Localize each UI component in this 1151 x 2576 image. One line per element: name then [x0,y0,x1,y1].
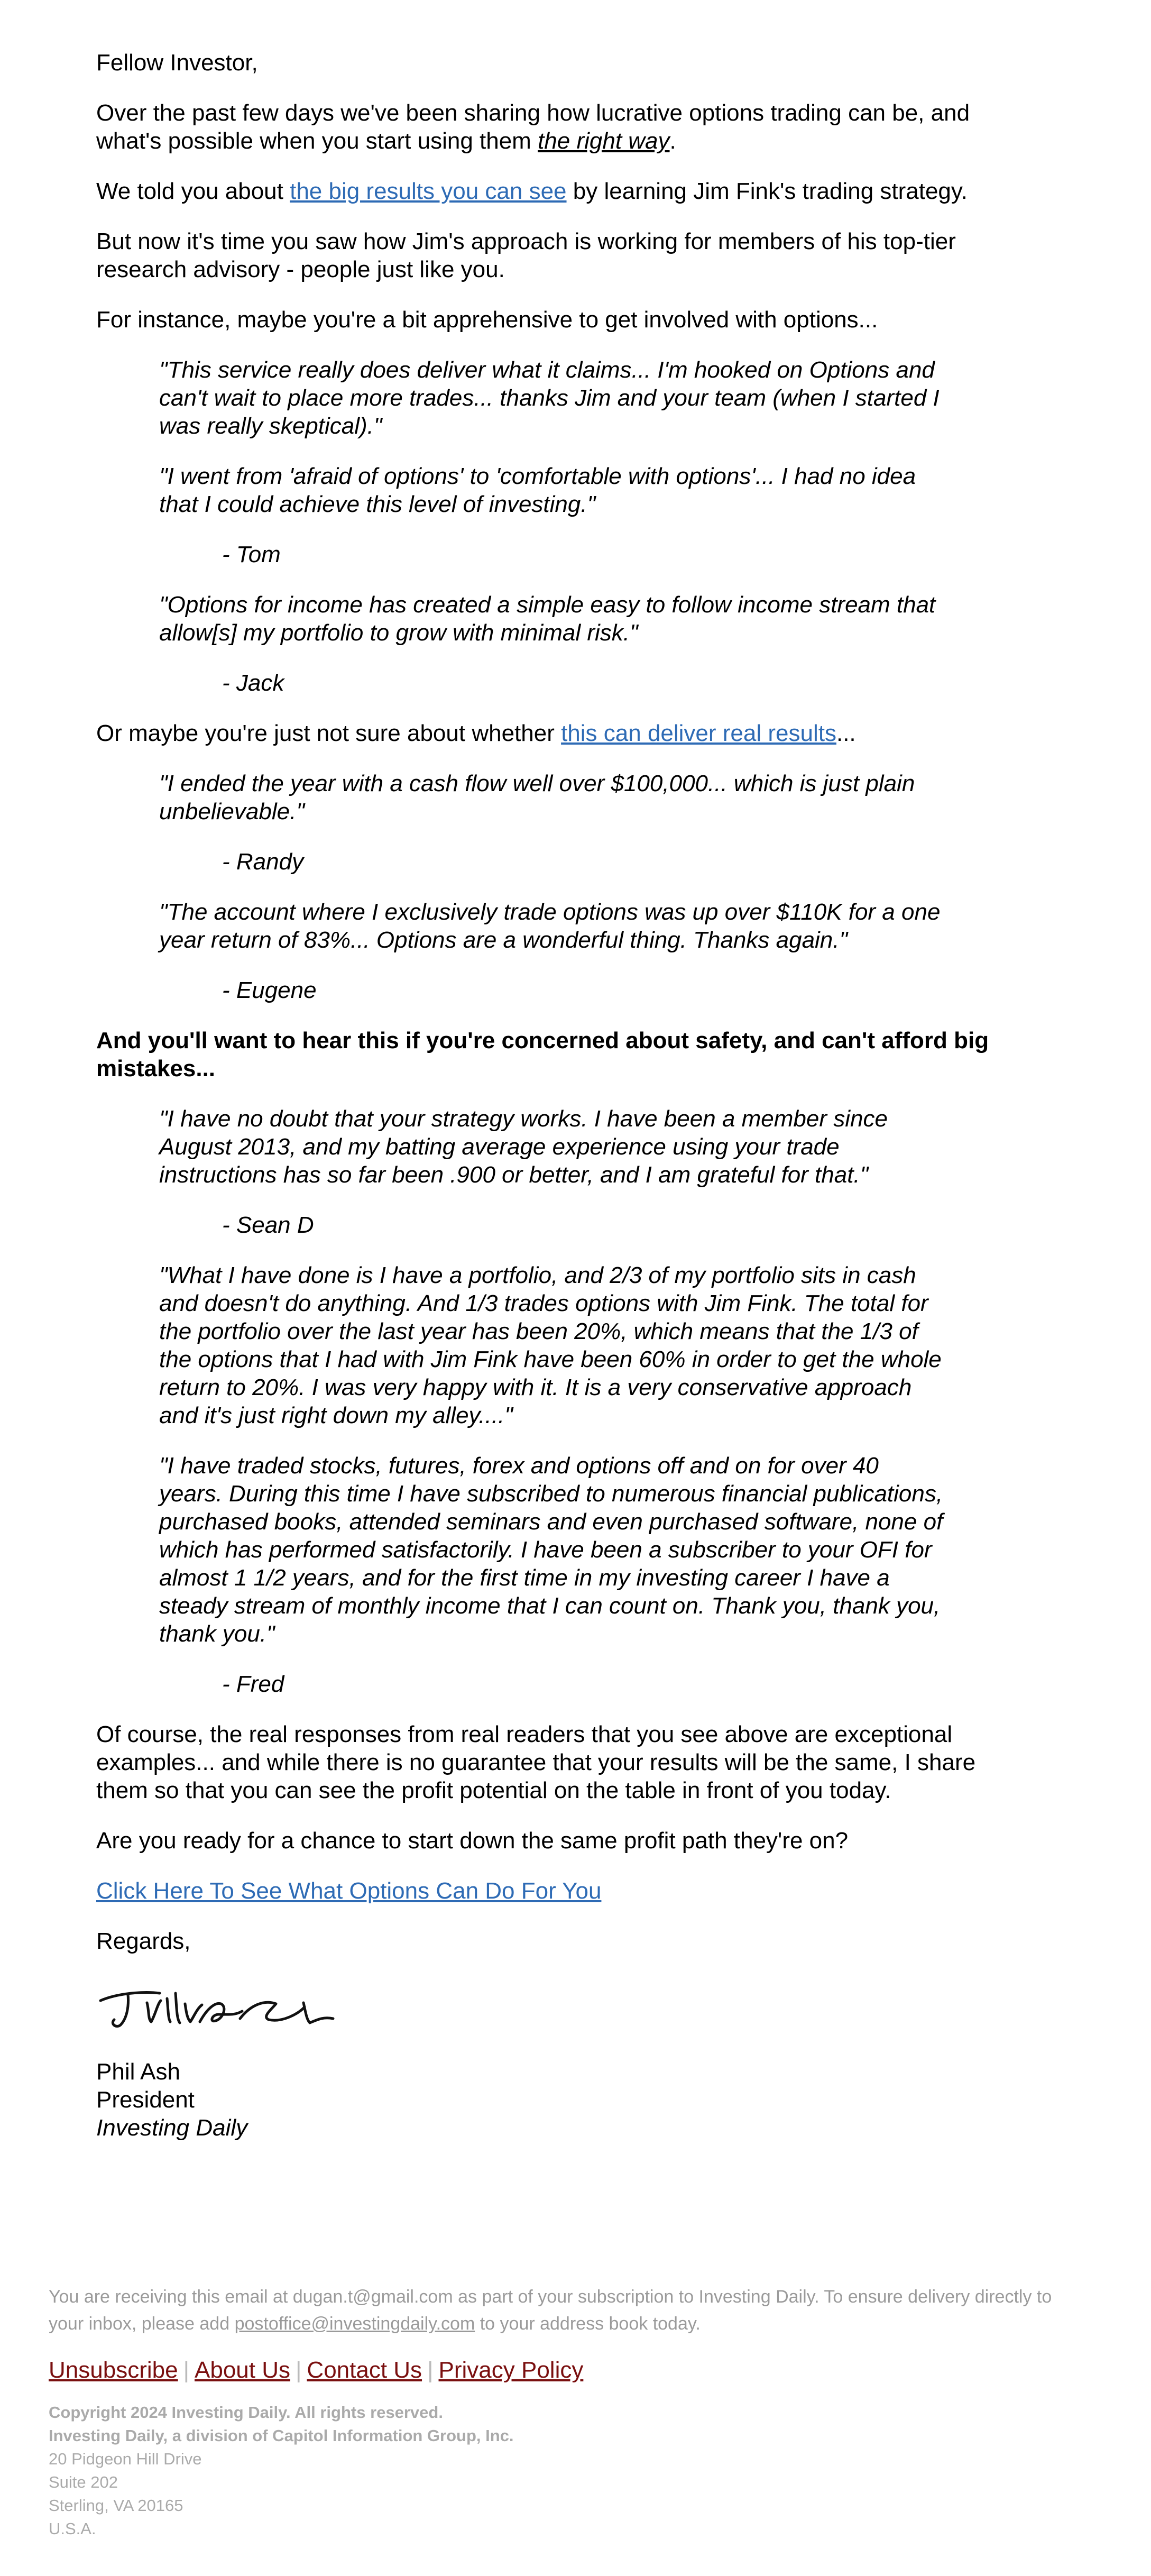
contact-us-link[interactable]: Contact Us [307,2357,422,2383]
signer-company: Investing Daily [96,2115,248,2141]
signer-name: Phil Ash [96,2059,180,2085]
paragraph-text: by learning Jim Fink's trading strategy. [566,178,968,204]
testimonial-quote: "I have traded stocks, futures, forex and options off and on for over 40 years. During this time I have subscribed to numerous financial publications, purchased books, attended seminars and even purchased software, none of which has performed satisfactorily. I have been a subscriber to your OFI for almost 1 1/2 years, and for the first time in my investing career I have a steady stream of monthly income that I can count on. Thank you, thank you, thank you." [159,1453,943,1647]
emphasis-text: the right way [538,128,670,154]
testimonial-quote: "The account where I exclusively trade options was up over $110K for a one year return of 83%... Options are a wonderful thing. Thanks again." [159,899,941,953]
about-us-link[interactable]: About Us [195,2357,290,2383]
testimonial-author: - Randy [222,849,304,875]
testimonial-author: - Fred [222,1671,284,1697]
address-line: 20 Pidgeon Hill Drive [49,2450,202,2468]
paragraph-text: ... [836,720,856,746]
signer-title: President [96,2087,195,2113]
testimonial-quote: "I have no doubt that your strategy works. I have been a member since August 2013, and my batting average experience using your trade instructions has so far been .900 or better, and I am grateful for that." [159,1106,888,1188]
notice-text: to your address book today. [475,2314,701,2334]
testimonial-author: - Jack [222,670,284,696]
paragraph-intro [96,99,995,155]
handwritten-signature-icon [96,1977,339,2036]
subscription-notice [49,2284,1053,2337]
link-separator: | [427,2357,434,2383]
paragraph-of-course: Of course, the real responses from real readers that you see above are exceptional examples... and while there is no guarantee that your results will be the same, I share them so that you can see the profit potential on the table in front of you today. [96,1721,976,1803]
footer-links [49,2355,1053,2385]
paragraph-ready: Are you ready for a chance to start down the same profit path they're on? [96,1828,849,1854]
testimonial-quote: "This service really does deliver what it claims... I'm hooked on Options and can't wait to place more trades... thanks Jim and your team (when I started I was really skeptical)." [159,357,940,439]
paragraph-safety: And you'll want to hear this if you're concerned about safety, and can't afford big mistakes... [96,1028,989,1081]
testimonial-quote: "I ended the year with a cash flow well over $100,000... which is just plain unbelievable." [159,771,915,824]
company-name: Investing Daily, a division of Capitol Information Group, Inc. [49,2426,514,2445]
paragraph-text: Or maybe you're just not sure about whether [96,720,561,746]
testimonial-author: - Tom [222,542,281,567]
copyright: Copyright 2024 Investing Daily. All rights reserved. [49,2403,443,2422]
link-separator: | [183,2357,189,2383]
unsubscribe-link[interactable]: Unsubscribe [49,2357,178,2383]
paragraph-told [96,177,995,205]
testimonial-quote: "Options for income has created a simple easy to follow income stream that allow[s] my portfolio to grow with minimal risk." [159,592,936,646]
address-line: Suite 202 [49,2473,118,2491]
letter-content [96,49,995,2142]
privacy-policy-link[interactable]: Privacy Policy [438,2357,584,2383]
testimonial-author: - Eugene [222,977,317,1003]
cta-paragraph [96,1877,995,1905]
email-footer [49,2284,1053,2541]
testimonial-quote: "I went from 'afraid of options' to 'comfortable with options'... I had no idea that I could achieve this level of investing." [159,463,916,517]
paragraph-apprehensive: For instance, maybe you're a bit apprehensive to get involved with options... [96,307,878,333]
regards: Regards, [96,1928,191,1954]
company-address [49,2401,1053,2541]
address-line: U.S.A. [49,2519,96,2538]
paragraph-now: But now it's time you saw how Jim's approach is working for members of his top-tier research advisory - people just like you. [96,228,956,282]
notice-text: You are receiving this email at dugan.t@gmail.com as part of your subscription to Investing Daily. To ensure delivery directly to your inbox, please add [49,2287,1052,2334]
postoffice-email-link[interactable]: postoffice@investingdaily.com [234,2314,475,2334]
cta-link[interactable]: Click Here To See What Options Can Do For You [96,1878,602,1904]
address-line: Sterling, VA 20165 [49,2496,183,2515]
link-separator: | [295,2357,302,2383]
real-results-link[interactable]: this can deliver real results [561,720,836,746]
signature-image [96,1977,995,2036]
big-results-link[interactable]: the big results you can see [290,178,567,204]
testimonial-quote: "What I have done is I have a portfolio, and 2/3 of my portfolio sits in cash and doesn't do anything. And 1/3 trades options with Jim Fink. The total for the portfolio over the last year has been 20%, which means that the 1/3 of the options that I had with Jim Fink have been 60% in order to get the whole return to 20%. I was very happy with it. It is a very conservative approach and it's just right down my alley...." [159,1262,942,1428]
paragraph-not-sure [96,719,995,747]
paragraph-text: We told you about [96,178,290,204]
paragraph-text: . [669,128,676,154]
testimonial-author: - Sean D [222,1212,314,1238]
paragraph-text: Over the past few days we've been sharing how lucrative options trading can be, and what's possible when you start using them [96,100,970,154]
greeting: Fellow Investor, [96,50,258,76]
